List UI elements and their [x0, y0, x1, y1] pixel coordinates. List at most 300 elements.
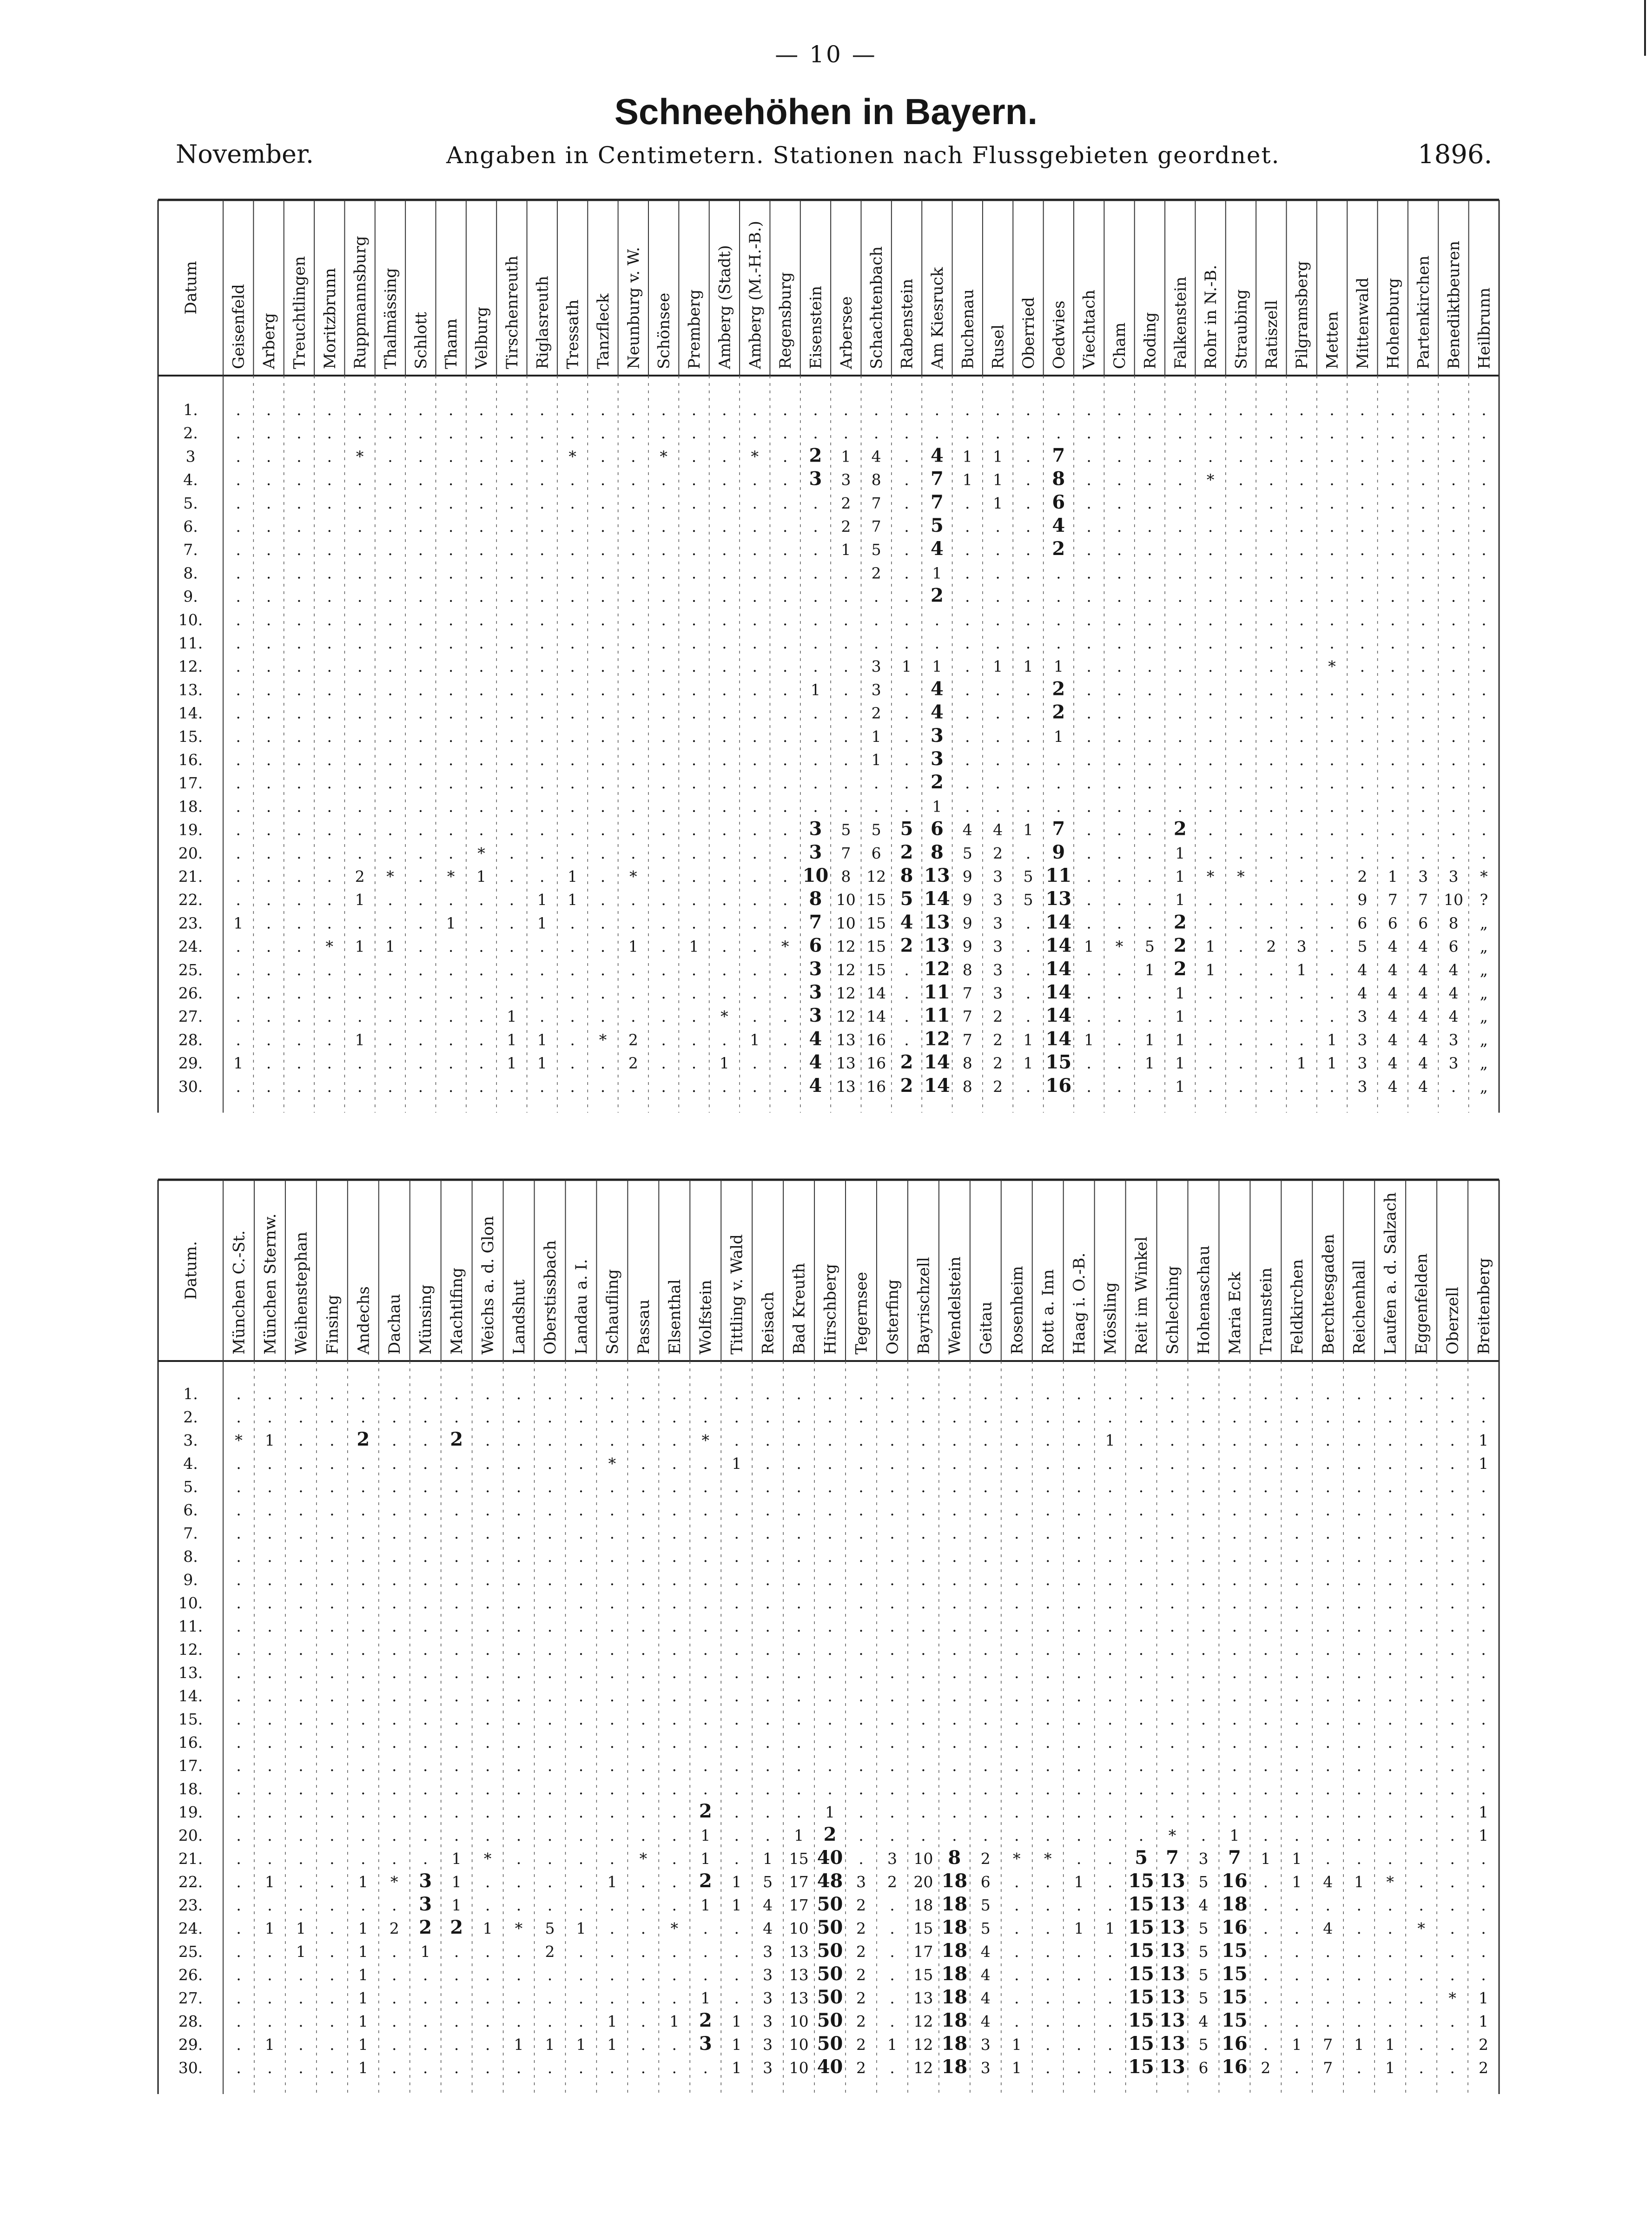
station-header: Riglasreuth — [533, 276, 552, 369]
table-cell: . — [1208, 774, 1213, 793]
table-cell: . — [600, 517, 606, 535]
date-label: 26. — [178, 1966, 203, 1984]
table-cell: . — [509, 494, 515, 512]
table-cell: . — [1086, 610, 1091, 629]
table-cell: 4 — [1323, 1873, 1333, 1891]
table-cell: . — [454, 1547, 459, 1566]
table-cell: . — [1201, 1524, 1206, 1542]
table-cell: . — [965, 797, 970, 816]
table-cell: . — [266, 494, 271, 512]
table-cell: . — [890, 1501, 895, 1519]
table-cell: . — [600, 960, 606, 979]
table-cell: 15 — [1128, 1916, 1154, 1938]
table-cell: . — [1208, 891, 1213, 909]
table-cell: . — [722, 704, 727, 722]
table-cell: * — [325, 937, 333, 956]
table-cell: . — [298, 1710, 304, 1728]
table-cell: . — [631, 517, 636, 535]
table-cell: . — [661, 541, 666, 559]
table-cell: . — [722, 587, 727, 606]
table-cell: . — [1356, 1454, 1361, 1473]
table-cell: . — [448, 634, 454, 652]
table-cell: 1 — [887, 2035, 897, 2054]
table-cell: . — [827, 1664, 833, 1682]
table-cell: 1 — [1105, 1919, 1115, 1937]
table-cell: . — [361, 1896, 366, 1914]
station-header: Falkenstein — [1171, 276, 1190, 369]
table-cell: 18 — [941, 1963, 968, 1985]
table-cell: . — [388, 891, 393, 909]
table-cell: . — [1045, 1664, 1051, 1682]
table-cell: 13 — [1159, 1963, 1185, 1985]
table-cell: 1 — [1011, 2059, 1022, 2077]
table-cell: . — [782, 1007, 788, 1026]
table-cell: 7 — [1388, 891, 1398, 909]
table-cell: . — [298, 1640, 304, 1659]
table-cell: . — [722, 401, 727, 419]
table-cell: . — [1238, 704, 1243, 722]
table-cell: . — [1419, 1478, 1424, 1496]
table-cell: 14 — [1045, 958, 1072, 980]
table-cell: . — [1299, 844, 1304, 862]
table-cell: . — [752, 774, 757, 793]
table-cell: . — [516, 1664, 522, 1682]
table-cell: . — [765, 1733, 770, 1751]
table-cell: . — [1117, 610, 1122, 629]
table-cell: . — [1360, 797, 1365, 816]
date-label: 30. — [178, 1077, 203, 1096]
date-label: 21. — [178, 1850, 203, 1868]
table-cell: . — [327, 541, 332, 559]
table-cell: . — [1117, 517, 1122, 535]
station-header: Heilbrunn — [1475, 287, 1494, 369]
table-cell: . — [703, 1664, 708, 1682]
table-cell: . — [298, 2035, 304, 2054]
table-cell: . — [843, 704, 849, 722]
table-cell: . — [266, 820, 271, 839]
table-cell: . — [236, 1617, 241, 1635]
table-cell: . — [570, 844, 575, 862]
table-cell: 13 — [1159, 1986, 1185, 2008]
table-cell: . — [479, 494, 484, 512]
table-cell: 18 — [941, 2033, 968, 2055]
table-cell: 14 — [924, 1051, 950, 1073]
table-cell: 14 — [1045, 981, 1072, 1003]
table-cell: . — [540, 797, 545, 816]
table-cell: 7 — [1228, 1847, 1241, 1869]
table-cell: . — [722, 867, 727, 885]
table-cell: . — [509, 820, 515, 839]
date-label: 14. — [178, 1687, 203, 1705]
table-cell: . — [1232, 1687, 1237, 1705]
table-cell: 7 — [1418, 891, 1428, 909]
table-cell: . — [570, 610, 575, 629]
table-cell: . — [454, 1664, 459, 1682]
table-cell: . — [1481, 610, 1487, 629]
table-cell: . — [485, 2059, 490, 2077]
table-cell: . — [641, 1571, 646, 1589]
table-cell: . — [1014, 1385, 1019, 1403]
table-cell: 1 — [993, 470, 1003, 489]
table-cell: . — [485, 1664, 490, 1682]
table-cell: . — [1177, 751, 1183, 769]
table-cell: . — [873, 401, 879, 419]
table-cell: . — [734, 1385, 739, 1403]
table-cell: . — [297, 891, 302, 909]
table-cell: 13 — [1159, 2056, 1185, 2078]
table-cell: . — [330, 2035, 335, 2054]
table-cell: . — [330, 1943, 335, 1961]
table-cell: 3 — [809, 818, 822, 840]
table-cell: . — [327, 751, 332, 769]
table-cell: . — [1086, 844, 1091, 862]
table-cell: . — [641, 1873, 646, 1891]
table-cell: . — [1356, 1919, 1361, 1937]
table-cell: . — [1045, 1478, 1051, 1496]
table-cell: . — [236, 494, 241, 512]
table-cell: . — [1263, 1757, 1269, 1775]
table-cell: . — [609, 1896, 615, 1914]
table-cell: . — [1117, 960, 1122, 979]
table-cell: . — [1481, 704, 1487, 722]
table-cell: . — [330, 1919, 335, 1937]
table-cell: . — [1208, 751, 1213, 769]
table-cell: . — [297, 704, 302, 722]
table-cell: . — [1299, 984, 1304, 1002]
table-cell: . — [236, 610, 241, 629]
table-cell: . — [297, 634, 302, 652]
table-cell: . — [479, 891, 484, 909]
table-cell: 15 — [913, 1966, 933, 1984]
table-cell: 2 — [823, 1824, 837, 1845]
table-cell: 1 — [1023, 657, 1033, 676]
table-cell: * — [639, 1850, 648, 1868]
table-cell: . — [1014, 1733, 1019, 1751]
table-cell: . — [796, 1408, 801, 1426]
table-cell: . — [485, 1408, 490, 1426]
table-cell: . — [782, 541, 788, 559]
table-cell: . — [1294, 1966, 1300, 1984]
table-cell: . — [1025, 494, 1031, 512]
table-cell: . — [1025, 541, 1031, 559]
table-cell: . — [1481, 1524, 1486, 1542]
date-label: 20. — [178, 1826, 203, 1844]
table-cell: . — [1294, 1501, 1300, 1519]
table-cell: . — [418, 844, 423, 862]
table-cell: . — [600, 1054, 606, 1072]
table-cell: . — [1147, 1007, 1152, 1026]
date-label: 24. — [178, 937, 203, 956]
table-cell: . — [516, 1501, 522, 1519]
table-cell: . — [298, 1594, 304, 1612]
table-cell: . — [485, 1966, 490, 1984]
table-cell: 1 — [993, 494, 1003, 512]
table-cell: . — [423, 1733, 428, 1751]
table-cell: . — [1232, 1617, 1237, 1635]
table-cell: . — [1014, 1803, 1019, 1821]
table-cell: . — [330, 1687, 335, 1705]
table-cell: 5 — [1023, 891, 1033, 909]
table-cell: . — [1299, 727, 1304, 746]
table-cell: . — [691, 867, 697, 885]
table-cell: . — [1450, 1896, 1455, 1914]
table-cell: . — [641, 1687, 646, 1705]
table-cell: . — [734, 1943, 739, 1961]
table-cell: . — [952, 1640, 957, 1659]
table-cell: . — [1269, 1031, 1274, 1049]
table-cell: . — [540, 844, 545, 862]
table-cell: . — [722, 727, 727, 746]
table-cell: . — [1294, 1571, 1300, 1589]
table-cell: . — [1107, 1896, 1113, 1914]
table-cell: . — [1388, 1617, 1393, 1635]
table-cell: . — [479, 727, 484, 746]
table-cell: 18 — [1222, 1893, 1248, 1915]
date-label: 5. — [183, 494, 198, 512]
table-cell: . — [1045, 1524, 1051, 1542]
table-cell: 18 — [941, 1940, 968, 1962]
table-cell: . — [388, 704, 393, 722]
table-cell: . — [952, 1687, 957, 1705]
table-cell: 9 — [962, 914, 972, 932]
table-cell: 9 — [962, 891, 972, 909]
table-cell: . — [1299, 820, 1304, 839]
station-header: Traunstein — [1256, 1268, 1275, 1355]
table-cell: . — [661, 610, 666, 629]
table-cell: . — [330, 1408, 335, 1426]
table-cell: . — [357, 657, 363, 676]
table-cell: * — [1206, 867, 1215, 885]
date-label: 14. — [178, 704, 203, 722]
table-cell: . — [1170, 1780, 1175, 1798]
table-cell: . — [672, 1803, 677, 1821]
table-cell: . — [578, 1385, 584, 1403]
table-cell: . — [1025, 681, 1031, 699]
table-cell: . — [1208, 1054, 1213, 1072]
table-cell: . — [661, 1007, 666, 1026]
table-cell: . — [1238, 1054, 1243, 1072]
table-cell: . — [722, 470, 727, 489]
table-cell: . — [1388, 1733, 1393, 1751]
table-cell: . — [672, 2035, 677, 2054]
table-cell: . — [722, 517, 727, 535]
table-cell: . — [236, 657, 241, 676]
table-cell: . — [1329, 424, 1335, 443]
table-cell: . — [1238, 470, 1243, 489]
table-cell: * — [1237, 867, 1245, 885]
table-cell: . — [1421, 657, 1426, 676]
table-cell: . — [361, 1454, 366, 1473]
table-cell: . — [485, 1501, 490, 1519]
table-cell: . — [827, 1710, 833, 1728]
table-cell: . — [423, 1757, 428, 1775]
table-cell: . — [734, 1524, 739, 1542]
table-cell: . — [485, 1617, 490, 1635]
table-cell: 7 — [930, 491, 944, 513]
table-cell: . — [236, 1966, 241, 1984]
table-cell: . — [1356, 1664, 1361, 1682]
table-cell: . — [765, 1524, 770, 1542]
table-cell: . — [1329, 541, 1335, 559]
table-cell: . — [1481, 424, 1487, 443]
table-cell: . — [813, 541, 818, 559]
table-cell: . — [691, 681, 697, 699]
table-cell: * — [235, 1431, 243, 1449]
table-cell: . — [327, 797, 332, 816]
table-cell: . — [1238, 424, 1243, 443]
table-cell: . — [454, 1478, 459, 1496]
table-cell: . — [995, 797, 1000, 816]
table-cell: 14 — [1045, 1004, 1072, 1027]
table-cell: . — [485, 1594, 490, 1612]
table-cell: . — [516, 1850, 522, 1868]
table-cell: . — [631, 401, 636, 419]
table-cell: . — [631, 960, 636, 979]
table-cell: 1 — [385, 937, 395, 956]
table-cell: . — [609, 1919, 615, 1937]
table-cell: . — [1356, 1780, 1361, 1798]
table-cell: . — [722, 984, 727, 1002]
table-cell: . — [391, 1943, 397, 1961]
table-cell: 1 — [700, 1896, 711, 1914]
table-cell: 15 — [866, 891, 886, 909]
table-cell: . — [236, 1454, 241, 1473]
table-cell: . — [540, 657, 545, 676]
table-cell: . — [703, 1408, 708, 1426]
table-cell: . — [1419, 1803, 1424, 1821]
table-cell: . — [752, 704, 757, 722]
table-cell: . — [1325, 1640, 1331, 1659]
table-cell: . — [641, 1454, 646, 1473]
table-cell: . — [734, 1640, 739, 1659]
table-cell: . — [703, 2059, 708, 2077]
table-cell: 3 — [871, 681, 881, 699]
table-cell: . — [752, 1054, 757, 1072]
table-cell: 12 — [836, 984, 856, 1002]
table-cell: 7 — [871, 494, 881, 512]
table-cell: . — [1232, 1501, 1237, 1519]
table-cell: . — [236, 844, 241, 862]
table-cell: . — [297, 984, 302, 1002]
table-cell: . — [1208, 1077, 1213, 1096]
table-cell: . — [578, 1733, 584, 1751]
table-cell: 7 — [1323, 2035, 1333, 2054]
table-cell: . — [1138, 1803, 1144, 1821]
table-cell: 1 — [1175, 1077, 1185, 1096]
table-cell: . — [1263, 1873, 1269, 1891]
table-cell: . — [1014, 1989, 1019, 2007]
table-cell: . — [1450, 1431, 1455, 1449]
table-cell: . — [1025, 960, 1031, 979]
table-cell: 2 — [1173, 934, 1187, 957]
table-cell: 2 — [900, 1051, 913, 1073]
table-cell: . — [1014, 1501, 1019, 1519]
table-cell: . — [448, 1077, 454, 1096]
table-cell: . — [509, 727, 515, 746]
table-cell: . — [703, 1687, 708, 1705]
table-cell: 2 — [856, 1919, 866, 1937]
table-cell: . — [661, 751, 666, 769]
table-cell: 1 — [700, 1989, 711, 2007]
table-cell: 1 — [1292, 2035, 1302, 2054]
table-cell: . — [1086, 1077, 1091, 1096]
table-cell: . — [1269, 891, 1274, 909]
table-cell: . — [672, 1780, 677, 1798]
table-cell: . — [298, 1547, 304, 1566]
table-cell: . — [1138, 1524, 1144, 1542]
table-cell: 15 — [1045, 1051, 1072, 1073]
table-cell: . — [236, 1077, 241, 1096]
table-cell: . — [361, 1687, 366, 1705]
date-label: 3 — [185, 447, 196, 466]
table-cell: . — [1451, 634, 1456, 652]
table-cell: . — [330, 1571, 335, 1589]
table-cell: . — [357, 914, 363, 932]
table-cell: . — [540, 1077, 545, 1096]
page-title: Schneehöhen in Bayern. — [614, 91, 1038, 132]
table-cell: . — [570, 820, 575, 839]
table-cell: . — [873, 634, 879, 652]
table-cell: . — [1388, 1919, 1393, 1937]
table-cell: . — [796, 1594, 801, 1612]
table-cell: 15 — [866, 914, 886, 932]
table-cell: . — [1263, 1943, 1269, 1961]
table-cell: 13 — [924, 911, 950, 933]
table-cell: . — [330, 1594, 335, 1612]
table-cell: . — [267, 1966, 272, 1984]
date-label: 8. — [183, 564, 198, 582]
table-cell: . — [1329, 867, 1335, 885]
table-cell: . — [1238, 587, 1243, 606]
table-cell: . — [890, 1664, 895, 1682]
table-cell: 8 — [1052, 468, 1065, 490]
table-cell: 4 — [1388, 1077, 1398, 1096]
table-cell: . — [734, 1989, 739, 2007]
date-label: 25. — [178, 960, 203, 979]
table-cell: . — [547, 1966, 553, 1984]
table-cell: . — [357, 844, 363, 862]
table-cell: . — [1294, 1710, 1300, 1728]
table-cell: 14 — [1045, 1028, 1072, 1050]
table-cell: . — [1481, 541, 1487, 559]
table-cell: . — [752, 797, 757, 816]
table-cell: . — [843, 564, 849, 582]
table-cell: . — [388, 1054, 393, 1072]
table-cell: . — [327, 891, 332, 909]
table-cell: . — [734, 1780, 739, 1798]
table-cell: . — [1138, 1617, 1144, 1635]
table-cell: . — [1107, 1385, 1113, 1403]
table-top — [158, 200, 1499, 1113]
table-cell: . — [1329, 914, 1335, 932]
table-cell: . — [1325, 1617, 1331, 1635]
table-cell: . — [327, 447, 332, 466]
table-cell: . — [796, 1478, 801, 1496]
table-cell: . — [485, 1803, 490, 1821]
table-cell: . — [236, 447, 241, 466]
table-cell: . — [1025, 634, 1031, 652]
table-cell: . — [540, 494, 545, 512]
table-cell: . — [1388, 1571, 1393, 1589]
table-cell: . — [752, 1077, 757, 1096]
station-header: Oberzell — [1443, 1287, 1462, 1355]
table-cell: . — [1086, 984, 1091, 1002]
table-cell: 1 — [1175, 1054, 1185, 1072]
table-cell: . — [330, 1664, 335, 1682]
table-cell: 4 — [1418, 1054, 1428, 1072]
table-cell: . — [1076, 1524, 1082, 1542]
table-cell: . — [1356, 1687, 1361, 1705]
